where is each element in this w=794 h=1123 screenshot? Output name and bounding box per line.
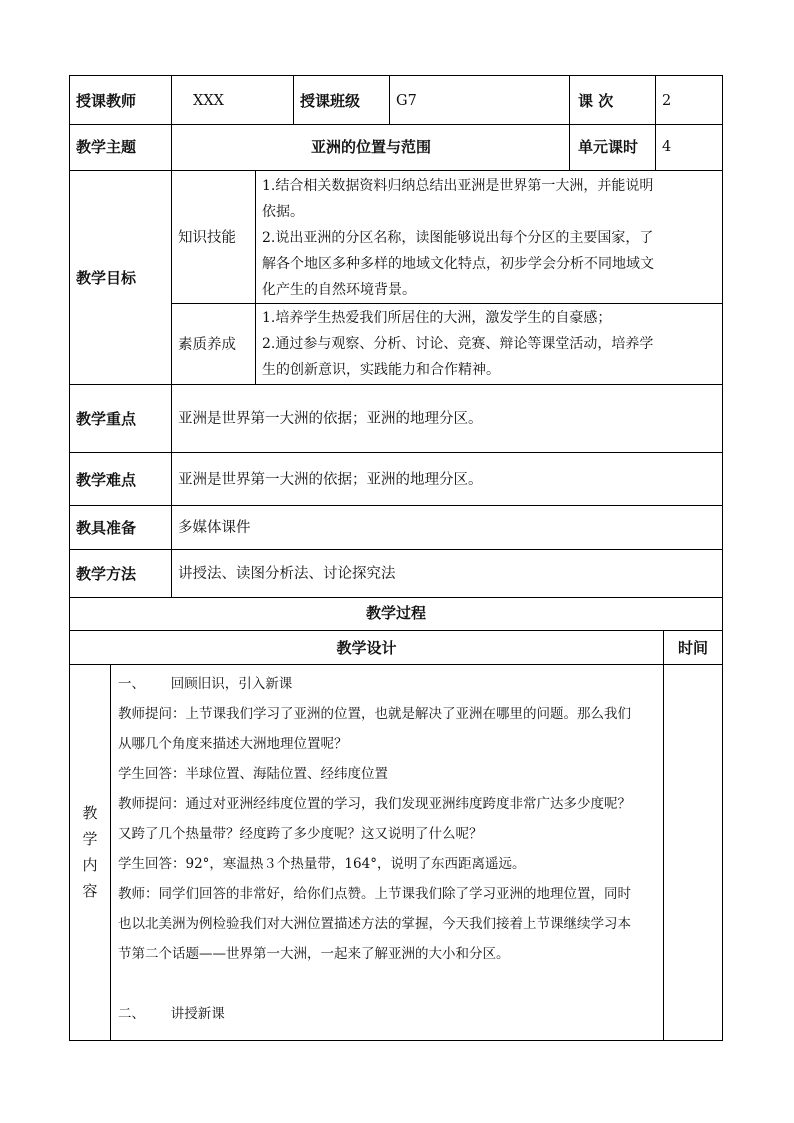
unit-hours-label: 单元课时 (578, 138, 639, 156)
knowledge-label: 知识技能 (178, 230, 236, 246)
side-char: 学 (82, 830, 98, 848)
process-line: 教师提问：上节课我们学习了亚洲的位置，也就是解决了亚洲在哪里的问题。那么我们 (118, 706, 631, 722)
quality-label: 素质养成 (178, 337, 236, 353)
key-points-value: 亚洲是世界第一大洲的依据；亚洲的地理分区。 (178, 411, 483, 427)
materials-label: 教具准备 (76, 519, 137, 537)
process-line: 教师提问：通过对亚洲经纬度位置的学习，我们发现亚洲纬度跨度非常广达多少度呢？ (118, 796, 631, 812)
process-line: 教师：同学们回答的非常好，给你们点赞。上节课我们除了学习亚洲的地理位置，同时 (118, 886, 631, 902)
methods-value: 讲授法、读图分析法、讨论探究法 (178, 566, 396, 582)
knowledge-line: 2.说出亚洲的分区名称，读图能够说出每个分区的主要国家，了 (262, 230, 654, 246)
class-label: 授课班级 (300, 92, 361, 110)
process-line: 二、 讲授新课 (118, 1006, 225, 1022)
lesson-label: 课 次 (578, 92, 614, 110)
teacher-label: 授课教师 (76, 92, 137, 110)
process-content (118, 669, 631, 1029)
objectives-label: 教学目标 (76, 269, 137, 287)
process-line: 学生回答：半球位置、海陆位置、经纬度位置 (118, 766, 388, 782)
process-side-label (70, 800, 110, 904)
knowledge-line: 化产生的自然环境背景。 (262, 282, 416, 298)
quality-text (262, 305, 653, 383)
side-char: 教 (82, 804, 98, 822)
design-header: 教学设计 (336, 639, 397, 657)
quality-line: 生的创新意识，实践能力和合作精神。 (262, 362, 500, 378)
topic-value: 亚洲的位置与范围 (310, 138, 431, 156)
side-char: 容 (82, 882, 98, 900)
methods-label: 教学方法 (76, 565, 137, 583)
topic-label: 教学主题 (76, 138, 137, 156)
difficulties-value: 亚洲是世界第一大洲的依据；亚洲的地理分区。 (178, 472, 483, 488)
materials-value: 多媒体课件 (178, 520, 251, 536)
process-line: 从哪几个角度来描述大洲地理位置呢？ (118, 736, 348, 752)
knowledge-line: 解各个地区多种多样的地域文化特点，初步学会分析不同地域文 (262, 256, 654, 272)
lesson-value: 2 (662, 93, 672, 109)
side-char: 内 (82, 856, 98, 874)
process-line: 节第二个话题——世界第一大洲，一起来了解亚洲的大小和分区。 (118, 946, 510, 962)
process-line: 又跨了几个热量带？经度跨了多少度呢？这又说明了什么呢？ (118, 826, 483, 842)
quality-line: 2.通过参与观察、分析、讨论、竞赛、辩论等课堂活动，培养学 (262, 336, 654, 352)
teacher-value: XXX (193, 93, 224, 109)
process-line: 也以北美洲为例检验我们对大洲位置描述方法的掌握，今天我们接着上节课继续学习本 (118, 916, 631, 932)
knowledge-line: 1.结合相关数据资料归纳总结出亚洲是世界第一大洲，并能说明 (262, 178, 654, 194)
difficulties-label: 教学难点 (76, 471, 137, 489)
knowledge-line: 依据。 (262, 204, 304, 220)
class-value: G7 (396, 93, 417, 109)
time-header: 时间 (677, 639, 708, 657)
process-line (118, 969, 631, 999)
knowledge-text (262, 173, 654, 303)
process-line: 学生回答：92°，寒温热３个热量带，164°，说明了东西距离遥远。 (118, 856, 526, 872)
process-title: 教学过程 (365, 604, 426, 622)
quality-line: 1.培养学生热爱我们所居住的大洲，激发学生的自豪感； (262, 310, 612, 326)
process-line: 一、 回顾旧识，引入新课 (118, 676, 293, 692)
unit-hours-value: 4 (662, 139, 672, 155)
key-points-label: 教学重点 (76, 410, 137, 428)
